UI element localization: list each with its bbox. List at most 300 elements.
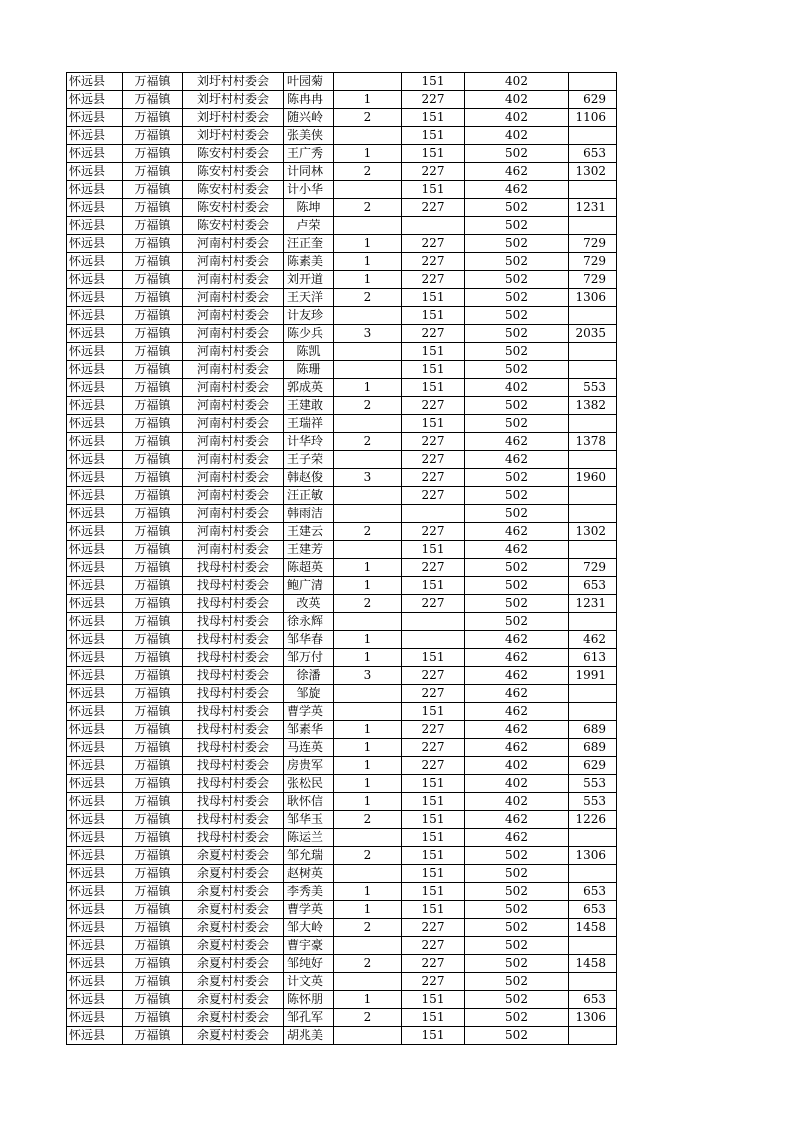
village-cell: 找母村村委会 [183, 685, 284, 703]
town-cell: 万福镇 [123, 847, 183, 865]
table-row [67, 883, 617, 901]
village-cell: 余夏村村委会 [183, 991, 284, 1009]
name-cell: 郭成英 [284, 379, 334, 397]
amount-a-cell: 151 [402, 361, 465, 379]
total-cell: 1302 [569, 163, 617, 181]
town-cell: 万福镇 [123, 91, 183, 109]
amount-a-cell: 151 [402, 829, 465, 847]
amount-a-cell: 151 [402, 289, 465, 307]
name-cell: 叶园菊 [284, 73, 334, 91]
amount-b-cell: 502 [465, 991, 569, 1009]
village-cell: 刘圩村村委会 [183, 91, 284, 109]
village-cell: 河南村村委会 [183, 469, 284, 487]
count-cell [334, 127, 402, 145]
name-cell: 曹宇豪 [284, 937, 334, 955]
table-row [67, 721, 617, 739]
total-cell [569, 829, 617, 847]
county-cell: 怀远县 [67, 775, 123, 793]
county-cell: 怀远县 [67, 703, 123, 721]
county-cell: 怀远县 [67, 757, 123, 775]
town-cell: 万福镇 [123, 235, 183, 253]
table-row [67, 271, 617, 289]
county-cell: 怀远县 [67, 397, 123, 415]
town-cell: 万福镇 [123, 937, 183, 955]
amount-a-cell [402, 505, 465, 523]
town-cell: 万福镇 [123, 199, 183, 217]
amount-a-cell: 227 [402, 973, 465, 991]
town-cell: 万福镇 [123, 991, 183, 1009]
county-cell: 怀远县 [67, 1027, 123, 1045]
town-cell: 万福镇 [123, 505, 183, 523]
town-cell: 万福镇 [123, 829, 183, 847]
amount-b-cell: 502 [465, 847, 569, 865]
town-cell: 万福镇 [123, 541, 183, 559]
count-cell: 2 [334, 109, 402, 127]
county-cell: 怀远县 [67, 613, 123, 631]
village-cell: 陈安村村委会 [183, 199, 284, 217]
county-cell: 怀远县 [67, 793, 123, 811]
total-cell [569, 505, 617, 523]
name-cell: 王建芳 [284, 541, 334, 559]
total-cell [569, 127, 617, 145]
amount-b-cell: 502 [465, 199, 569, 217]
county-cell: 怀远县 [67, 631, 123, 649]
village-cell: 河南村村委会 [183, 379, 284, 397]
name-cell: 汪正敏 [284, 487, 334, 505]
name-cell: 陈运兰 [284, 829, 334, 847]
total-cell: 462 [569, 631, 617, 649]
amount-b-cell: 402 [465, 91, 569, 109]
amount-b-cell: 502 [465, 973, 569, 991]
count-cell: 2 [334, 811, 402, 829]
name-cell: 邹允瑞 [284, 847, 334, 865]
count-cell: 2 [334, 595, 402, 613]
total-cell: 729 [569, 271, 617, 289]
table-row [67, 937, 617, 955]
total-cell [569, 937, 617, 955]
table-row [67, 847, 617, 865]
table-row [67, 289, 617, 307]
total-cell [569, 181, 617, 199]
total-cell [569, 73, 617, 91]
table-row [67, 379, 617, 397]
table-row [67, 469, 617, 487]
amount-a-cell: 151 [402, 127, 465, 145]
name-cell: 陈素美 [284, 253, 334, 271]
table-row [67, 343, 617, 361]
amount-a-cell: 151 [402, 991, 465, 1009]
total-cell: 1106 [569, 109, 617, 127]
total-cell [569, 973, 617, 991]
village-cell: 河南村村委会 [183, 523, 284, 541]
town-cell: 万福镇 [123, 487, 183, 505]
village-cell: 余夏村村委会 [183, 919, 284, 937]
county-cell: 怀远县 [67, 271, 123, 289]
amount-b-cell: 462 [465, 667, 569, 685]
amount-b-cell: 462 [465, 739, 569, 757]
amount-a-cell: 227 [402, 937, 465, 955]
table-row [67, 811, 617, 829]
table-row [67, 127, 617, 145]
village-cell: 找母村村委会 [183, 793, 284, 811]
village-cell: 河南村村委会 [183, 307, 284, 325]
table-row [67, 325, 617, 343]
amount-a-cell: 151 [402, 307, 465, 325]
village-cell: 河南村村委会 [183, 253, 284, 271]
village-cell: 河南村村委会 [183, 289, 284, 307]
amount-a-cell: 151 [402, 865, 465, 883]
count-cell: 1 [334, 271, 402, 289]
total-cell: 1302 [569, 523, 617, 541]
count-cell: 2 [334, 955, 402, 973]
name-cell: 李秀美 [284, 883, 334, 901]
table-row [67, 73, 617, 91]
total-cell: 553 [569, 775, 617, 793]
town-cell: 万福镇 [123, 451, 183, 469]
amount-a-cell: 227 [402, 397, 465, 415]
count-cell: 1 [334, 901, 402, 919]
table-row [67, 685, 617, 703]
amount-b-cell: 502 [465, 901, 569, 919]
total-cell [569, 541, 617, 559]
count-cell: 2 [334, 289, 402, 307]
county-cell: 怀远县 [67, 847, 123, 865]
village-cell: 陈安村村委会 [183, 217, 284, 235]
table-body [67, 73, 617, 1045]
table-row [67, 235, 617, 253]
table-row [67, 253, 617, 271]
table-row [67, 415, 617, 433]
amount-b-cell: 402 [465, 775, 569, 793]
county-cell: 怀远县 [67, 289, 123, 307]
table-row [67, 361, 617, 379]
amount-b-cell: 462 [465, 721, 569, 739]
county-cell: 怀远县 [67, 145, 123, 163]
amount-a-cell: 227 [402, 595, 465, 613]
amount-b-cell: 502 [465, 325, 569, 343]
town-cell: 万福镇 [123, 703, 183, 721]
village-cell: 找母村村委会 [183, 811, 284, 829]
data-table [66, 72, 617, 1045]
town-cell: 万福镇 [123, 559, 183, 577]
name-cell: 徐永辉 [284, 613, 334, 631]
village-cell: 陈安村村委会 [183, 163, 284, 181]
total-cell: 1231 [569, 199, 617, 217]
amount-b-cell: 502 [465, 343, 569, 361]
total-cell [569, 415, 617, 433]
count-cell [334, 613, 402, 631]
amount-a-cell: 227 [402, 163, 465, 181]
amount-b-cell: 462 [465, 649, 569, 667]
village-cell: 陈安村村委会 [183, 181, 284, 199]
name-cell: 计小华 [284, 181, 334, 199]
amount-b-cell: 462 [465, 703, 569, 721]
county-cell: 怀远县 [67, 91, 123, 109]
town-cell: 万福镇 [123, 343, 183, 361]
amount-b-cell: 462 [465, 685, 569, 703]
name-cell: 王瑞祥 [284, 415, 334, 433]
total-cell [569, 451, 617, 469]
county-cell: 怀远县 [67, 901, 123, 919]
town-cell: 万福镇 [123, 307, 183, 325]
total-cell: 629 [569, 91, 617, 109]
county-cell: 怀远县 [67, 451, 123, 469]
table-row [67, 181, 617, 199]
amount-a-cell: 227 [402, 325, 465, 343]
county-cell: 怀远县 [67, 865, 123, 883]
total-cell [569, 685, 617, 703]
county-cell: 怀远县 [67, 469, 123, 487]
amount-b-cell: 502 [465, 955, 569, 973]
table-row [67, 649, 617, 667]
amount-a-cell: 151 [402, 415, 465, 433]
amount-a-cell: 227 [402, 685, 465, 703]
count-cell [334, 361, 402, 379]
amount-b-cell: 502 [465, 307, 569, 325]
amount-b-cell: 462 [465, 433, 569, 451]
total-cell [569, 307, 617, 325]
amount-a-cell: 227 [402, 253, 465, 271]
amount-a-cell: 151 [402, 541, 465, 559]
table-row [67, 703, 617, 721]
amount-a-cell: 151 [402, 811, 465, 829]
amount-a-cell: 227 [402, 235, 465, 253]
amount-a-cell: 227 [402, 757, 465, 775]
total-cell: 653 [569, 991, 617, 1009]
town-cell: 万福镇 [123, 1009, 183, 1027]
amount-a-cell: 151 [402, 793, 465, 811]
name-cell: 耿怀信 [284, 793, 334, 811]
amount-b-cell: 462 [465, 811, 569, 829]
table-row [67, 793, 617, 811]
amount-a-cell: 227 [402, 919, 465, 937]
county-cell: 怀远县 [67, 325, 123, 343]
table-row [67, 523, 617, 541]
count-cell: 3 [334, 325, 402, 343]
village-cell: 河南村村委会 [183, 433, 284, 451]
count-cell: 2 [334, 397, 402, 415]
table-row [67, 163, 617, 181]
name-cell: 邹华春 [284, 631, 334, 649]
county-cell: 怀远县 [67, 433, 123, 451]
count-cell [334, 505, 402, 523]
village-cell: 河南村村委会 [183, 397, 284, 415]
amount-b-cell: 502 [465, 217, 569, 235]
town-cell: 万福镇 [123, 271, 183, 289]
county-cell: 怀远县 [67, 379, 123, 397]
amount-b-cell: 502 [465, 271, 569, 289]
village-cell: 余夏村村委会 [183, 973, 284, 991]
count-cell [334, 703, 402, 721]
table-row [67, 757, 617, 775]
count-cell: 1 [334, 235, 402, 253]
county-cell: 怀远县 [67, 505, 123, 523]
table-row [67, 865, 617, 883]
village-cell: 余夏村村委会 [183, 883, 284, 901]
count-cell [334, 685, 402, 703]
village-cell: 找母村村委会 [183, 703, 284, 721]
name-cell: 刘开道 [284, 271, 334, 289]
total-cell: 653 [569, 901, 617, 919]
county-cell: 怀远县 [67, 667, 123, 685]
amount-a-cell: 227 [402, 739, 465, 757]
town-cell: 万福镇 [123, 721, 183, 739]
count-cell: 1 [334, 793, 402, 811]
county-cell: 怀远县 [67, 811, 123, 829]
count-cell [334, 343, 402, 361]
town-cell: 万福镇 [123, 523, 183, 541]
town-cell: 万福镇 [123, 631, 183, 649]
county-cell: 怀远县 [67, 343, 123, 361]
town-cell: 万福镇 [123, 415, 183, 433]
amount-a-cell: 227 [402, 469, 465, 487]
count-cell: 3 [334, 667, 402, 685]
village-cell: 河南村村委会 [183, 451, 284, 469]
total-cell: 1226 [569, 811, 617, 829]
name-cell: 曹学英 [284, 703, 334, 721]
name-cell: 随兴岭 [284, 109, 334, 127]
name-cell: 邹素华 [284, 721, 334, 739]
count-cell: 1 [334, 757, 402, 775]
count-cell: 1 [334, 739, 402, 757]
village-cell: 找母村村委会 [183, 739, 284, 757]
village-cell: 找母村村委会 [183, 775, 284, 793]
village-cell: 余夏村村委会 [183, 901, 284, 919]
village-cell: 河南村村委会 [183, 541, 284, 559]
town-cell: 万福镇 [123, 181, 183, 199]
count-cell [334, 451, 402, 469]
table-row [67, 307, 617, 325]
amount-a-cell: 151 [402, 775, 465, 793]
amount-b-cell: 502 [465, 919, 569, 937]
village-cell: 刘圩村村委会 [183, 109, 284, 127]
table-row [67, 577, 617, 595]
total-cell: 653 [569, 577, 617, 595]
name-cell: 邹华玉 [284, 811, 334, 829]
town-cell: 万福镇 [123, 361, 183, 379]
village-cell: 余夏村村委会 [183, 1027, 284, 1045]
total-cell: 1458 [569, 919, 617, 937]
town-cell: 万福镇 [123, 595, 183, 613]
town-cell: 万福镇 [123, 649, 183, 667]
county-cell: 怀远县 [67, 163, 123, 181]
name-cell: 陈超英 [284, 559, 334, 577]
county-cell: 怀远县 [67, 721, 123, 739]
county-cell: 怀远县 [67, 919, 123, 937]
village-cell: 找母村村委会 [183, 829, 284, 847]
total-cell: 629 [569, 757, 617, 775]
count-cell: 1 [334, 253, 402, 271]
amount-b-cell: 502 [465, 289, 569, 307]
village-cell: 余夏村村委会 [183, 955, 284, 973]
total-cell [569, 361, 617, 379]
total-cell: 653 [569, 145, 617, 163]
town-cell: 万福镇 [123, 613, 183, 631]
village-cell: 河南村村委会 [183, 235, 284, 253]
village-cell: 余夏村村委会 [183, 847, 284, 865]
name-cell: 邹旋 [284, 685, 334, 703]
amount-b-cell: 502 [465, 1027, 569, 1045]
county-cell: 怀远县 [67, 415, 123, 433]
amount-b-cell: 502 [465, 487, 569, 505]
total-cell: 1991 [569, 667, 617, 685]
name-cell: 房贵军 [284, 757, 334, 775]
town-cell: 万福镇 [123, 883, 183, 901]
county-cell: 怀远县 [67, 199, 123, 217]
village-cell: 找母村村委会 [183, 649, 284, 667]
table-row [67, 433, 617, 451]
town-cell: 万福镇 [123, 127, 183, 145]
county-cell: 怀远县 [67, 1009, 123, 1027]
town-cell: 万福镇 [123, 397, 183, 415]
count-cell: 2 [334, 199, 402, 217]
table-row [67, 631, 617, 649]
amount-a-cell: 151 [402, 181, 465, 199]
town-cell: 万福镇 [123, 865, 183, 883]
amount-b-cell: 502 [465, 613, 569, 631]
count-cell: 1 [334, 91, 402, 109]
name-cell: 赵树英 [284, 865, 334, 883]
name-cell: 王建敢 [284, 397, 334, 415]
total-cell: 1306 [569, 847, 617, 865]
amount-b-cell: 402 [465, 109, 569, 127]
total-cell: 553 [569, 379, 617, 397]
total-cell: 1306 [569, 1009, 617, 1027]
table-row [67, 91, 617, 109]
table-row [67, 451, 617, 469]
town-cell: 万福镇 [123, 739, 183, 757]
total-cell [569, 865, 617, 883]
amount-b-cell: 502 [465, 235, 569, 253]
count-cell: 1 [334, 577, 402, 595]
table-row [67, 901, 617, 919]
total-cell: 729 [569, 559, 617, 577]
table-row [67, 1009, 617, 1027]
village-cell: 找母村村委会 [183, 613, 284, 631]
county-cell: 怀远县 [67, 109, 123, 127]
amount-a-cell: 151 [402, 145, 465, 163]
total-cell: 1378 [569, 433, 617, 451]
village-cell: 余夏村村委会 [183, 1009, 284, 1027]
village-cell: 刘圩村村委会 [183, 127, 284, 145]
village-cell: 刘圩村村委会 [183, 73, 284, 91]
table-row [67, 613, 617, 631]
amount-b-cell: 502 [465, 505, 569, 523]
count-cell [334, 973, 402, 991]
name-cell: 胡兆美 [284, 1027, 334, 1045]
count-cell: 3 [334, 469, 402, 487]
count-cell: 2 [334, 523, 402, 541]
name-cell: 陈坤 [284, 199, 334, 217]
town-cell: 万福镇 [123, 109, 183, 127]
name-cell: 邹纯好 [284, 955, 334, 973]
county-cell: 怀远县 [67, 649, 123, 667]
count-cell: 2 [334, 919, 402, 937]
village-cell: 河南村村委会 [183, 325, 284, 343]
amount-a-cell [402, 631, 465, 649]
count-cell [334, 307, 402, 325]
amount-b-cell: 402 [465, 757, 569, 775]
town-cell: 万福镇 [123, 163, 183, 181]
table-row [67, 145, 617, 163]
count-cell: 2 [334, 163, 402, 181]
name-cell: 鲍广清 [284, 577, 334, 595]
village-cell: 找母村村委会 [183, 757, 284, 775]
amount-a-cell: 227 [402, 667, 465, 685]
name-cell: 王建云 [284, 523, 334, 541]
town-cell: 万福镇 [123, 757, 183, 775]
total-cell [569, 613, 617, 631]
